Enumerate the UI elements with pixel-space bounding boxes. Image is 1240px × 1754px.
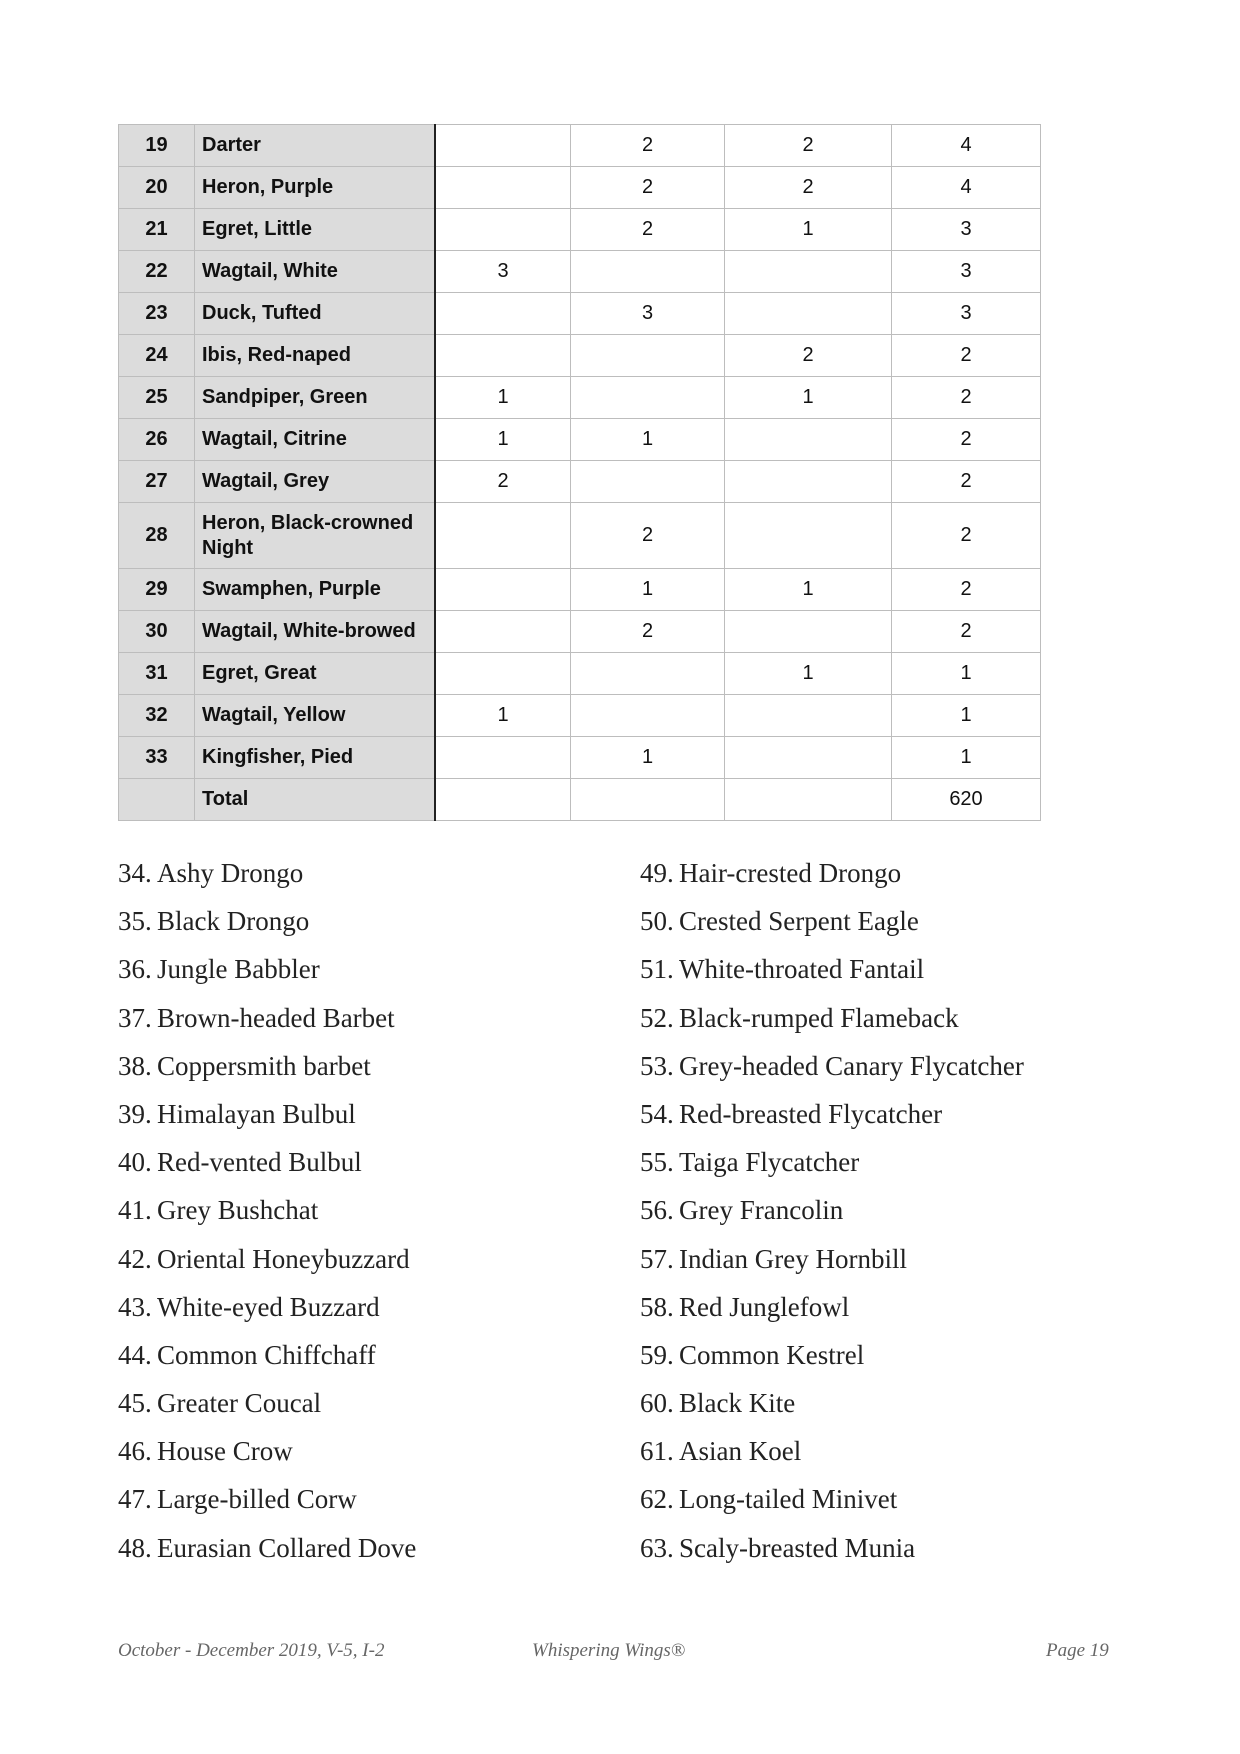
row-number-cell: 30 bbox=[119, 611, 195, 653]
total-cell: 1 bbox=[892, 695, 1041, 737]
list-item-species: Grey Bushchat bbox=[157, 1195, 319, 1226]
species-name-cell: Kingfisher, Pied bbox=[195, 737, 436, 779]
count-cell bbox=[435, 125, 571, 167]
list-item-number: 41. bbox=[118, 1195, 152, 1226]
list-item bbox=[640, 1385, 1024, 1433]
count-cell: 3 bbox=[571, 293, 725, 335]
count-cell: 1 bbox=[435, 419, 571, 461]
species-list-left bbox=[118, 855, 416, 1578]
count-cell bbox=[571, 779, 725, 821]
total-cell: 1 bbox=[892, 737, 1041, 779]
count-cell bbox=[571, 335, 725, 377]
table-row bbox=[119, 503, 1041, 569]
list-item-number: 63. bbox=[640, 1532, 674, 1563]
row-number-cell: 25 bbox=[119, 377, 195, 419]
table-row bbox=[119, 167, 1041, 209]
count-cell: 2 bbox=[725, 167, 892, 209]
list-item-number: 48. bbox=[118, 1532, 152, 1563]
count-cell: 3 bbox=[435, 251, 571, 293]
count-cell bbox=[725, 779, 892, 821]
total-cell: 4 bbox=[892, 167, 1041, 209]
list-item bbox=[118, 855, 416, 903]
count-cell: 2 bbox=[571, 167, 725, 209]
table-row bbox=[119, 737, 1041, 779]
species-name-cell: Wagtail, Yellow bbox=[195, 695, 436, 737]
species-name-cell: Sandpiper, Green bbox=[195, 377, 436, 419]
count-cell bbox=[571, 377, 725, 419]
list-item bbox=[640, 1000, 1024, 1048]
species-name-cell: Egret, Little bbox=[195, 209, 436, 251]
row-number-cell: 29 bbox=[119, 569, 195, 611]
species-name-cell: Darter bbox=[195, 125, 436, 167]
list-item-number: 46. bbox=[118, 1436, 152, 1467]
total-cell: 1 bbox=[892, 653, 1041, 695]
count-cell bbox=[435, 293, 571, 335]
list-item bbox=[118, 1289, 416, 1337]
list-item bbox=[640, 1433, 1024, 1481]
species-name-cell: Egret, Great bbox=[195, 653, 436, 695]
bird-count-table bbox=[118, 124, 1041, 821]
list-item bbox=[118, 1144, 416, 1192]
list-item bbox=[640, 903, 1024, 951]
list-item-species: Common Chiffchaff bbox=[157, 1339, 376, 1370]
species-name-cell: Heron, Purple bbox=[195, 167, 436, 209]
list-item bbox=[640, 1096, 1024, 1144]
list-item-number: 37. bbox=[118, 1002, 152, 1033]
list-item-species: Oriental Honeybuzzard bbox=[157, 1243, 410, 1274]
table-row bbox=[119, 335, 1041, 377]
list-item-species: Eurasian Collared Dove bbox=[157, 1532, 417, 1563]
list-item bbox=[640, 951, 1024, 999]
species-name-cell: Wagtail, White-browed bbox=[195, 611, 436, 653]
row-number-cell: 21 bbox=[119, 209, 195, 251]
table-row bbox=[119, 377, 1041, 419]
table-row bbox=[119, 611, 1041, 653]
row-number-cell: 20 bbox=[119, 167, 195, 209]
list-item bbox=[118, 951, 416, 999]
list-item bbox=[640, 855, 1024, 903]
list-item-number: 36. bbox=[118, 954, 152, 985]
list-item-species: Red-vented Bulbul bbox=[157, 1147, 362, 1178]
count-cell bbox=[725, 419, 892, 461]
list-item-number: 60. bbox=[640, 1388, 674, 1419]
table-row bbox=[119, 125, 1041, 167]
total-cell: 3 bbox=[892, 209, 1041, 251]
species-name-cell: Ibis, Red-naped bbox=[195, 335, 436, 377]
list-item-species: Grey-headed Canary Flycatcher bbox=[679, 1050, 1024, 1081]
list-item-number: 58. bbox=[640, 1291, 674, 1322]
species-list-right bbox=[640, 855, 1024, 1578]
count-cell bbox=[725, 251, 892, 293]
list-item bbox=[640, 1192, 1024, 1240]
list-item-number: 52. bbox=[640, 1002, 674, 1033]
list-item-species: Grey Francolin bbox=[679, 1195, 844, 1226]
table-row bbox=[119, 419, 1041, 461]
count-cell: 1 bbox=[725, 653, 892, 695]
list-item-species: Scaly-breasted Munia bbox=[679, 1532, 916, 1563]
count-cell bbox=[571, 653, 725, 695]
table-row bbox=[119, 461, 1041, 503]
count-cell bbox=[435, 209, 571, 251]
total-cell: 2 bbox=[892, 377, 1041, 419]
count-cell bbox=[435, 503, 571, 569]
list-item-number: 59. bbox=[640, 1339, 674, 1370]
list-item-species: White-throated Fantail bbox=[679, 954, 925, 985]
count-cell: 1 bbox=[725, 377, 892, 419]
count-cell: 2 bbox=[725, 335, 892, 377]
total-cell: 2 bbox=[892, 461, 1041, 503]
list-item bbox=[118, 1337, 416, 1385]
count-cell bbox=[725, 503, 892, 569]
count-cell bbox=[435, 653, 571, 695]
list-item-number: 55. bbox=[640, 1147, 674, 1178]
list-item-number: 47. bbox=[118, 1484, 152, 1515]
list-item-number: 54. bbox=[640, 1098, 674, 1129]
list-item-species: Brown-headed Barbet bbox=[157, 1002, 395, 1033]
species-name-cell: Duck, Tufted bbox=[195, 293, 436, 335]
count-cell: 1 bbox=[571, 737, 725, 779]
row-number-cell: 23 bbox=[119, 293, 195, 335]
count-cell: 2 bbox=[725, 125, 892, 167]
list-item-species: House Crow bbox=[157, 1436, 293, 1467]
count-cell: 1 bbox=[571, 569, 725, 611]
list-item-species: Red-breasted Flycatcher bbox=[679, 1098, 943, 1129]
count-cell bbox=[725, 461, 892, 503]
list-item bbox=[118, 1530, 416, 1578]
count-cell bbox=[571, 695, 725, 737]
list-item-number: 56. bbox=[640, 1195, 674, 1226]
species-name-cell: Swamphen, Purple bbox=[195, 569, 436, 611]
row-number-cell: 31 bbox=[119, 653, 195, 695]
list-item-number: 51. bbox=[640, 954, 674, 985]
list-item-number: 44. bbox=[118, 1339, 152, 1370]
row-number-cell: 22 bbox=[119, 251, 195, 293]
count-cell: 2 bbox=[571, 611, 725, 653]
count-cell bbox=[725, 695, 892, 737]
list-item bbox=[640, 1144, 1024, 1192]
species-name-cell: Total bbox=[195, 779, 436, 821]
list-item-species: Large-billed Corw bbox=[157, 1484, 357, 1515]
table-row bbox=[119, 251, 1041, 293]
total-cell: 2 bbox=[892, 569, 1041, 611]
row-number-cell: 26 bbox=[119, 419, 195, 461]
species-name-cell: Wagtail, White bbox=[195, 251, 436, 293]
list-item-number: 40. bbox=[118, 1147, 152, 1178]
total-cell: 2 bbox=[892, 611, 1041, 653]
count-cell: 1 bbox=[725, 569, 892, 611]
list-item-species: Greater Coucal bbox=[157, 1388, 322, 1419]
total-cell: 3 bbox=[892, 251, 1041, 293]
footer-issue: October - December 2019, V-5, I-2 bbox=[118, 1640, 385, 1661]
count-cell bbox=[435, 779, 571, 821]
list-item-number: 62. bbox=[640, 1484, 674, 1515]
count-cell: 2 bbox=[571, 503, 725, 569]
list-item-species: Black-rumped Flameback bbox=[679, 1002, 959, 1033]
row-number-cell: 33 bbox=[119, 737, 195, 779]
list-item-species: Coppersmith barbet bbox=[157, 1050, 371, 1081]
list-item bbox=[118, 1241, 416, 1289]
list-item bbox=[118, 1096, 416, 1144]
list-item-number: 49. bbox=[640, 858, 674, 888]
footer-page-number: Page 19 bbox=[1046, 1640, 1109, 1661]
list-item-number: 43. bbox=[118, 1291, 152, 1322]
list-item bbox=[640, 1241, 1024, 1289]
table-row bbox=[119, 293, 1041, 335]
count-cell: 1 bbox=[571, 419, 725, 461]
list-item-number: 38. bbox=[118, 1050, 152, 1081]
species-name-cell: Heron, Black-crowned Night bbox=[195, 503, 436, 569]
count-cell: 2 bbox=[571, 209, 725, 251]
count-cell bbox=[725, 737, 892, 779]
list-item bbox=[118, 1433, 416, 1481]
list-item-species: Crested Serpent Eagle bbox=[679, 906, 919, 937]
list-item bbox=[118, 1481, 416, 1529]
total-cell: 2 bbox=[892, 335, 1041, 377]
table-row bbox=[119, 779, 1041, 821]
table-row bbox=[119, 695, 1041, 737]
list-item bbox=[640, 1048, 1024, 1096]
count-cell: 2 bbox=[435, 461, 571, 503]
list-item-number: 53. bbox=[640, 1050, 674, 1081]
table-row bbox=[119, 569, 1041, 611]
list-item-species: Ashy Drongo bbox=[157, 858, 304, 888]
species-name-cell: Wagtail, Citrine bbox=[195, 419, 436, 461]
list-item-number: 45. bbox=[118, 1388, 152, 1419]
count-cell bbox=[725, 611, 892, 653]
row-number-cell: 28 bbox=[119, 503, 195, 569]
table-row bbox=[119, 209, 1041, 251]
count-cell bbox=[435, 737, 571, 779]
list-item-species: Long-tailed Minivet bbox=[679, 1484, 898, 1515]
list-item-species: Jungle Babbler bbox=[157, 954, 320, 985]
count-cell bbox=[435, 335, 571, 377]
list-item-species: Red Junglefowl bbox=[679, 1291, 850, 1322]
count-cell bbox=[571, 461, 725, 503]
count-cell bbox=[435, 569, 571, 611]
list-item-number: 35. bbox=[118, 906, 152, 937]
list-item-species: Hair-crested Drongo bbox=[679, 858, 902, 888]
species-name-cell: Wagtail, Grey bbox=[195, 461, 436, 503]
list-item-species: Black Drongo bbox=[157, 906, 310, 937]
list-item-number: 57. bbox=[640, 1243, 674, 1274]
list-item-number: 39. bbox=[118, 1098, 152, 1129]
list-item-species: Black Kite bbox=[679, 1388, 796, 1419]
list-item-number: 34. bbox=[118, 858, 152, 888]
footer-publication: Whispering Wings® bbox=[532, 1640, 686, 1661]
count-cell bbox=[571, 251, 725, 293]
count-cell bbox=[435, 167, 571, 209]
list-item bbox=[118, 1385, 416, 1433]
total-cell: 620 bbox=[892, 779, 1041, 821]
total-cell: 3 bbox=[892, 293, 1041, 335]
list-item-number: 61. bbox=[640, 1436, 674, 1467]
list-item bbox=[118, 1048, 416, 1096]
list-item-species: Asian Koel bbox=[679, 1436, 802, 1467]
list-item bbox=[118, 1192, 416, 1240]
row-number-cell: 24 bbox=[119, 335, 195, 377]
list-item bbox=[640, 1289, 1024, 1337]
row-number-cell: 27 bbox=[119, 461, 195, 503]
list-item-species: Common Kestrel bbox=[679, 1339, 865, 1370]
total-cell: 2 bbox=[892, 419, 1041, 461]
list-item bbox=[118, 903, 416, 951]
list-item-species: Taiga Flycatcher bbox=[679, 1147, 860, 1178]
list-item bbox=[640, 1481, 1024, 1529]
total-cell: 2 bbox=[892, 503, 1041, 569]
list-item-species: Himalayan Bulbul bbox=[157, 1098, 356, 1129]
table-row bbox=[119, 653, 1041, 695]
count-cell bbox=[435, 611, 571, 653]
list-item bbox=[640, 1530, 1024, 1578]
count-cell: 2 bbox=[571, 125, 725, 167]
total-cell: 4 bbox=[892, 125, 1041, 167]
row-number-cell: 32 bbox=[119, 695, 195, 737]
list-item-number: 42. bbox=[118, 1243, 152, 1274]
count-cell: 1 bbox=[435, 695, 571, 737]
list-item-species: Indian Grey Hornbill bbox=[679, 1243, 907, 1274]
count-cell bbox=[725, 293, 892, 335]
list-item-number: 50. bbox=[640, 906, 674, 937]
list-item bbox=[640, 1337, 1024, 1385]
row-number-cell bbox=[119, 779, 195, 821]
list-item bbox=[118, 1000, 416, 1048]
count-cell: 1 bbox=[725, 209, 892, 251]
row-number-cell: 19 bbox=[119, 125, 195, 167]
count-cell: 1 bbox=[435, 377, 571, 419]
list-item-species: White-eyed Buzzard bbox=[157, 1291, 380, 1322]
